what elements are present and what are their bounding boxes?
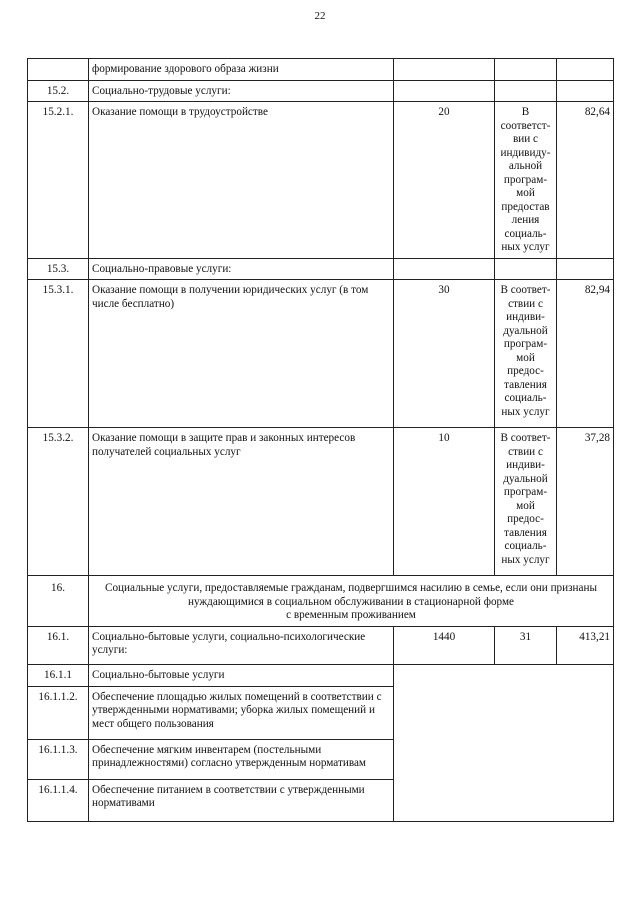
table-row: [28, 102, 614, 259]
section-heading: Социально-бытовые услуги: [89, 664, 394, 686]
service-price: 413,21: [557, 626, 614, 664]
row-number: 15.3.2.: [28, 428, 89, 576]
section-heading: Социально-трудовые услуги:: [89, 80, 394, 102]
row-number: 16.1.1.2.: [28, 686, 89, 739]
service-period: В соответ- ствии с индиви- дуальной програм- мой предос- тавления социаль- ных услуг: [495, 428, 557, 576]
service-volume: [394, 59, 495, 81]
service-period: [495, 59, 557, 81]
service-name: Обеспечение площадью жилых помещений в соответствии с утвержденными нормативами; уборка жилых помещений и мест общего пользования: [89, 686, 394, 739]
row-number: 16.1.1: [28, 664, 89, 686]
row-number: 16.1.1.4.: [28, 779, 89, 821]
row-number: 15.3.: [28, 258, 89, 280]
table-row: [28, 428, 614, 576]
service-period: В соответст- вии с индивиду- альной програм- мой предостав ления социаль- ных услуг: [495, 102, 557, 259]
service-price: 82,64: [557, 102, 614, 259]
table-row: [28, 59, 614, 81]
service-price: [557, 59, 614, 81]
section-heading: Социальные услуги, предоставляемые гражданам, подвергшимся насилию в семье, если они признаны нуждающимися в социальном обслуживании в стационарной форме с временным проживанием: [89, 576, 614, 627]
service-name: Оказание помощи в трудоустройстве: [89, 102, 394, 259]
section-heading: Социально-правовые услуги:: [89, 258, 394, 280]
page-number: 22: [314, 10, 326, 22]
table-row: [28, 80, 614, 102]
service-name: Социально-бытовые услуги, социально-психологические услуги:: [89, 626, 394, 664]
service-volume: 30: [394, 280, 495, 428]
row-number: [28, 59, 89, 81]
service-name: Оказание помощи в получении юридических услуг (в том числе бесплатно): [89, 280, 394, 428]
service-price: 82,94: [557, 280, 614, 428]
row-number: 16.: [28, 576, 89, 627]
table-row: [28, 258, 614, 280]
row-number: 15.3.1.: [28, 280, 89, 428]
service-period: В соответ- ствии с индиви- дуальной програм- мой предос- тавления социаль- ных услуг: [495, 280, 557, 428]
table-row: [28, 664, 614, 686]
table-row: [28, 280, 614, 428]
services-table: [27, 58, 614, 822]
service-name: Обеспечение питанием в соответствии с утвержденными нормативами: [89, 779, 394, 821]
service-volume: 1440: [394, 626, 495, 664]
row-number: 15.2.: [28, 80, 89, 102]
row-number: 16.1.1.3.: [28, 739, 89, 779]
service-volume: 20: [394, 102, 495, 259]
service-period: 31: [495, 626, 557, 664]
service-price: 37,28: [557, 428, 614, 576]
service-name: Оказание помощи в защите прав и законных интересов получателей социальных услуг: [89, 428, 394, 576]
table-row: [28, 576, 614, 627]
table-row: [28, 626, 614, 664]
service-name: формирование здорового образа жизни: [89, 59, 394, 81]
row-number: 15.2.1.: [28, 102, 89, 259]
row-number: 16.1.: [28, 626, 89, 664]
service-name: Обеспечение мягким инвентарем (постельными принадлежностями) согласно утвержденным нормативам: [89, 739, 394, 779]
service-volume: 10: [394, 428, 495, 576]
